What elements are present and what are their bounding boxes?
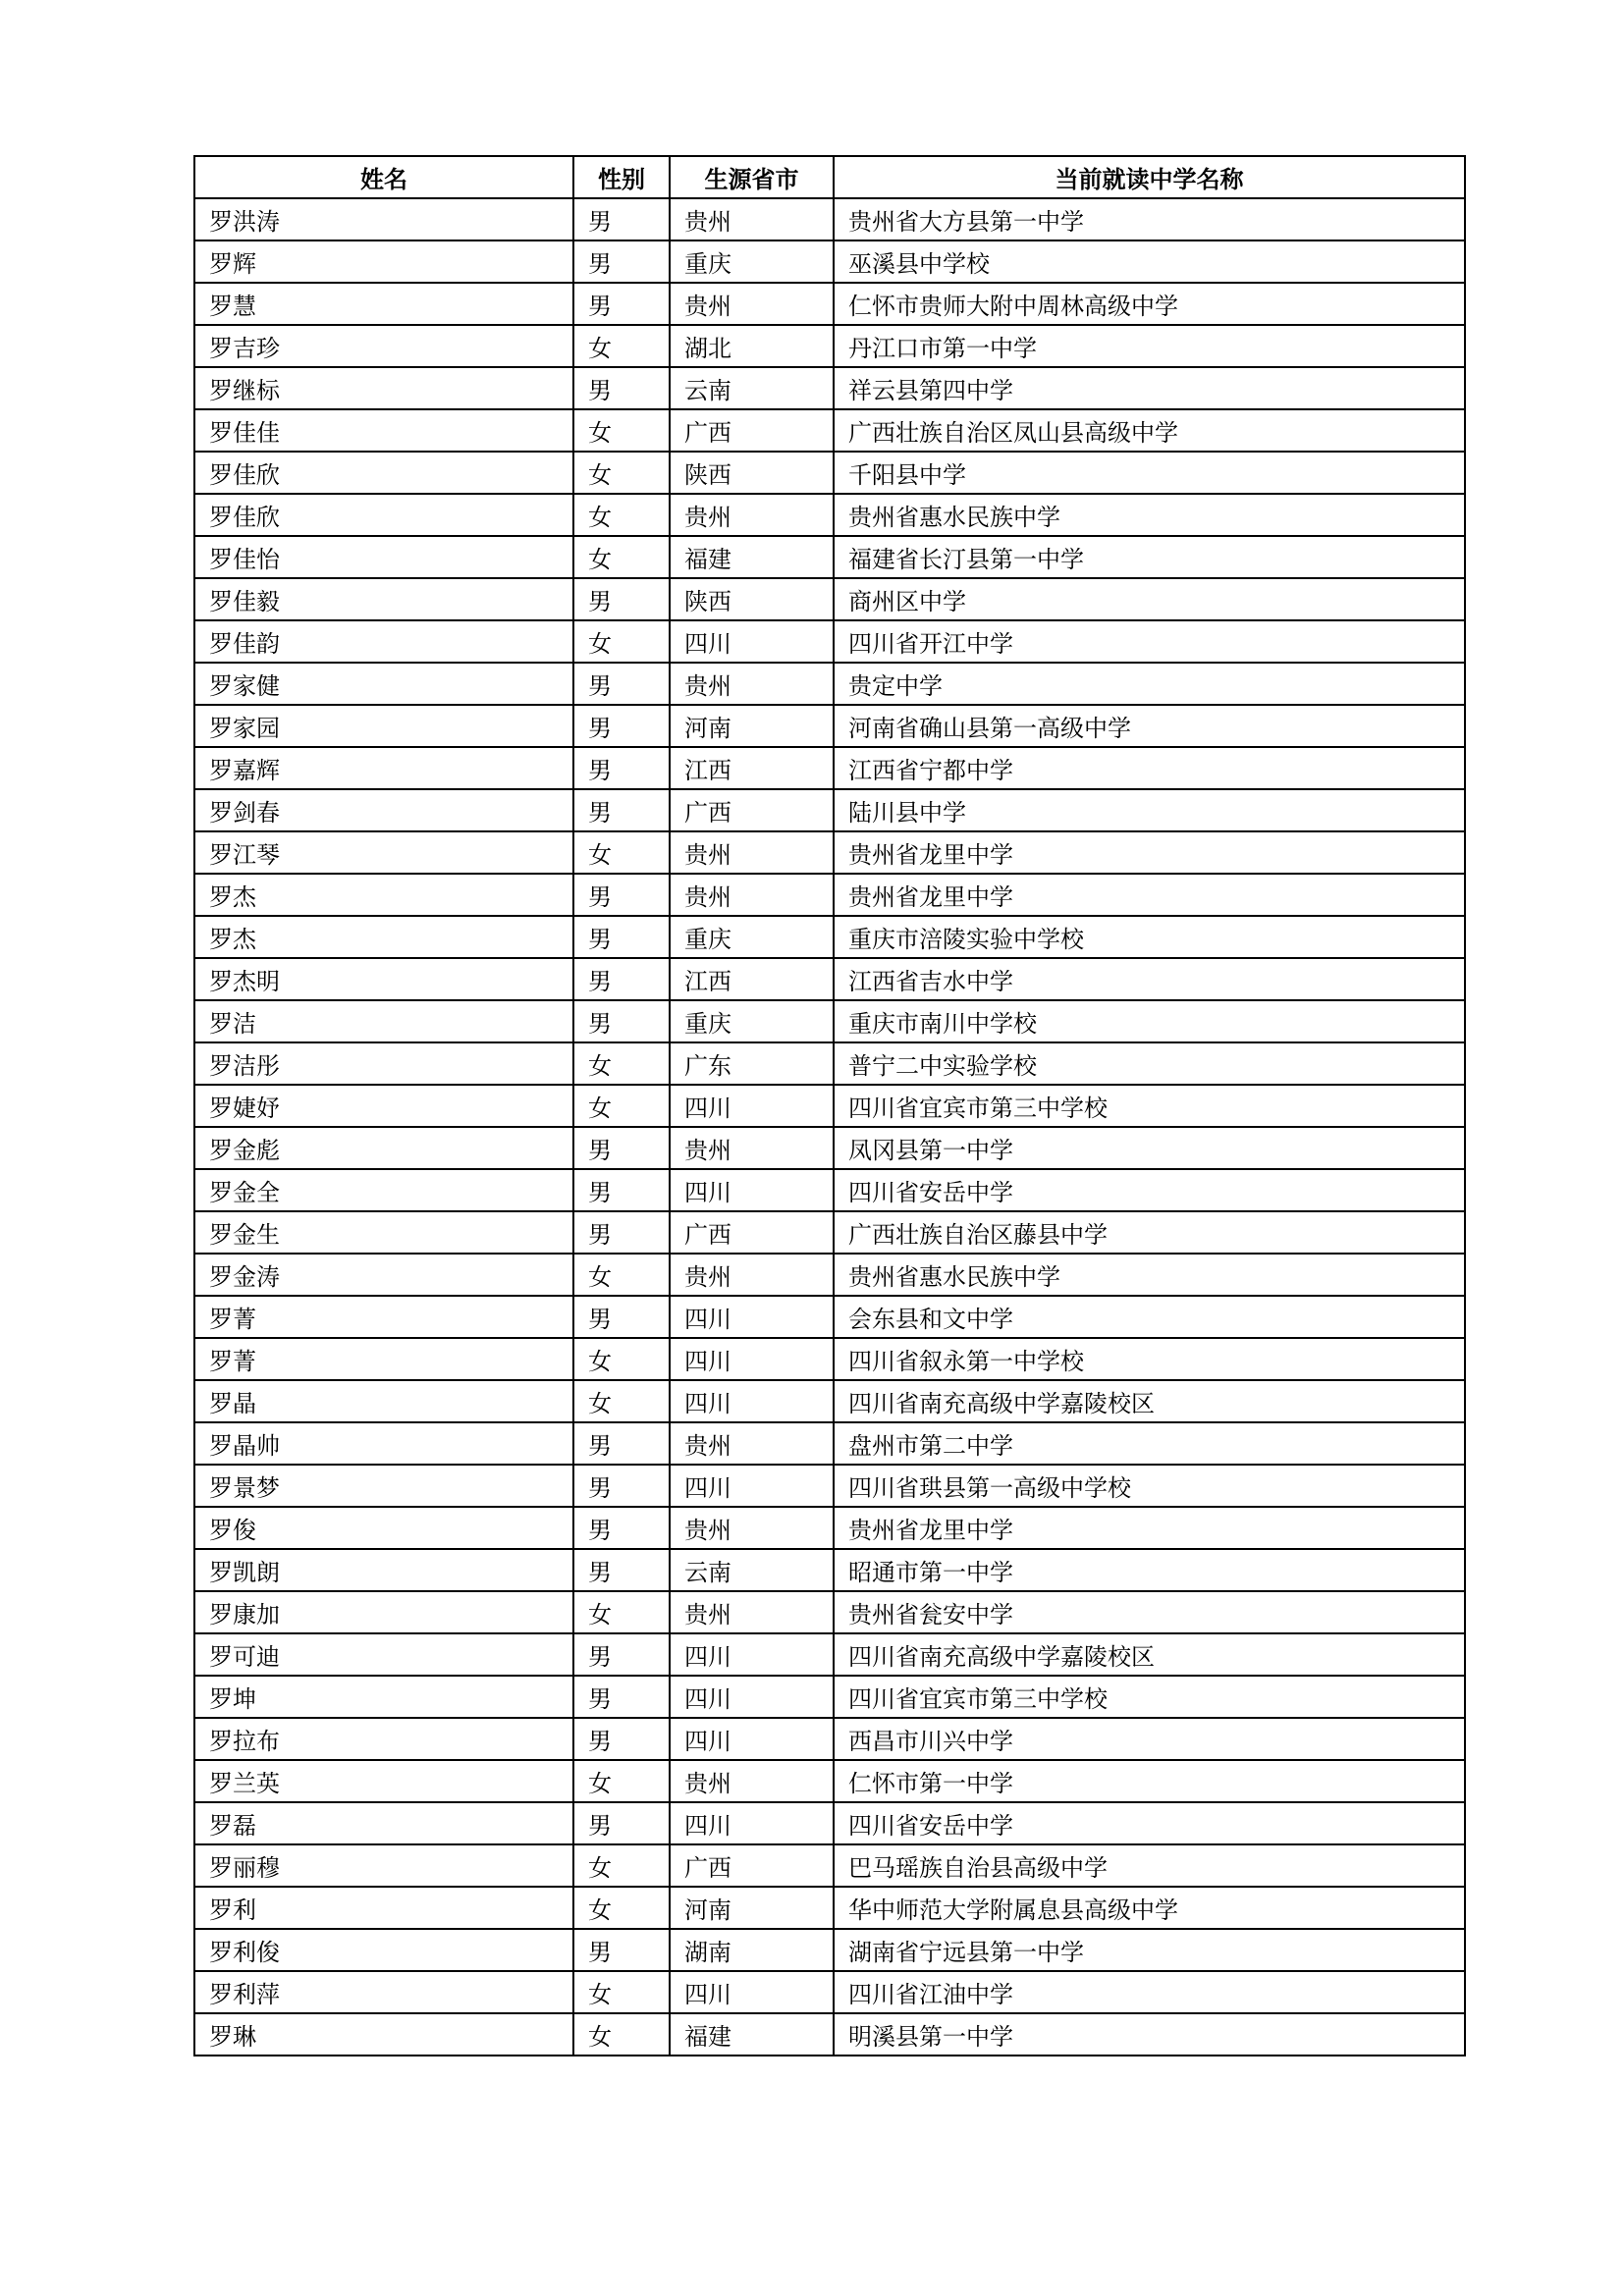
cell-school: 商州区中学 — [834, 578, 1465, 620]
table-row — [194, 1591, 1465, 1633]
cell-province: 福建 — [670, 536, 834, 578]
cell-gender: 男 — [573, 916, 670, 958]
cell-school: 四川省开江中学 — [834, 620, 1465, 663]
cell-name: 罗洁 — [194, 1000, 573, 1042]
header-gender: 性别 — [573, 156, 670, 198]
cell-gender: 男 — [573, 1633, 670, 1676]
cell-province: 贵州 — [670, 1422, 834, 1465]
cell-name: 罗晶 — [194, 1380, 573, 1422]
cell-name: 罗金全 — [194, 1169, 573, 1211]
table-row — [194, 240, 1465, 283]
cell-province: 贵州 — [670, 1760, 834, 1802]
table-row — [194, 1929, 1465, 1971]
cell-name: 罗家园 — [194, 705, 573, 747]
cell-school: 丹江口市第一中学 — [834, 325, 1465, 367]
cell-school: 四川省珙县第一高级中学校 — [834, 1465, 1465, 1507]
table-row — [194, 283, 1465, 325]
cell-gender: 女 — [573, 325, 670, 367]
cell-school: 四川省南充高级中学嘉陵校区 — [834, 1380, 1465, 1422]
cell-name: 罗康加 — [194, 1591, 573, 1633]
cell-school: 会东县和文中学 — [834, 1296, 1465, 1338]
cell-province: 广西 — [670, 789, 834, 831]
cell-gender: 女 — [573, 620, 670, 663]
cell-province: 四川 — [670, 1085, 834, 1127]
cell-province: 四川 — [670, 1633, 834, 1676]
cell-school: 昭通市第一中学 — [834, 1549, 1465, 1591]
table-row — [194, 1000, 1465, 1042]
table-row — [194, 1718, 1465, 1760]
cell-school: 贵定中学 — [834, 663, 1465, 705]
cell-name: 罗金生 — [194, 1211, 573, 1254]
table-row — [194, 789, 1465, 831]
cell-school: 福建省长汀县第一中学 — [834, 536, 1465, 578]
cell-name: 罗丽穆 — [194, 1844, 573, 1887]
cell-name: 罗俊 — [194, 1507, 573, 1549]
cell-school: 四川省宜宾市第三中学校 — [834, 1676, 1465, 1718]
cell-name: 罗可迪 — [194, 1633, 573, 1676]
table-row — [194, 663, 1465, 705]
cell-gender: 男 — [573, 283, 670, 325]
table-row — [194, 578, 1465, 620]
cell-gender: 男 — [573, 198, 670, 240]
cell-gender: 男 — [573, 240, 670, 283]
cell-name: 罗利萍 — [194, 1971, 573, 2013]
cell-name: 罗金彪 — [194, 1127, 573, 1169]
table-row — [194, 1549, 1465, 1591]
cell-province: 湖北 — [670, 325, 834, 367]
cell-gender: 女 — [573, 1591, 670, 1633]
cell-province: 贵州 — [670, 198, 834, 240]
cell-school: 河南省确山县第一高级中学 — [834, 705, 1465, 747]
cell-gender: 男 — [573, 705, 670, 747]
cell-name: 罗佳欣 — [194, 494, 573, 536]
table-row — [194, 367, 1465, 409]
cell-gender: 女 — [573, 452, 670, 494]
cell-name: 罗洁彤 — [194, 1042, 573, 1085]
cell-school: 华中师范大学附属息县高级中学 — [834, 1887, 1465, 1929]
header-name: 姓名 — [194, 156, 573, 198]
cell-name: 罗坤 — [194, 1676, 573, 1718]
cell-name: 罗佳毅 — [194, 578, 573, 620]
cell-name: 罗家健 — [194, 663, 573, 705]
cell-school: 江西省吉水中学 — [834, 958, 1465, 1000]
cell-school: 凤冈县第一中学 — [834, 1127, 1465, 1169]
cell-name: 罗江琴 — [194, 831, 573, 874]
cell-gender: 男 — [573, 578, 670, 620]
cell-gender: 男 — [573, 747, 670, 789]
cell-gender: 女 — [573, 831, 670, 874]
table-row — [194, 1042, 1465, 1085]
table-row — [194, 1676, 1465, 1718]
cell-gender: 男 — [573, 1422, 670, 1465]
cell-gender: 男 — [573, 1676, 670, 1718]
cell-gender: 男 — [573, 367, 670, 409]
cell-name: 罗佳佳 — [194, 409, 573, 452]
cell-name: 罗景梦 — [194, 1465, 573, 1507]
header-province: 生源省市 — [670, 156, 834, 198]
cell-school: 贵州省龙里中学 — [834, 831, 1465, 874]
cell-province: 贵州 — [670, 494, 834, 536]
cell-gender: 男 — [573, 1465, 670, 1507]
cell-gender: 男 — [573, 1169, 670, 1211]
cell-gender: 男 — [573, 663, 670, 705]
table-row — [194, 1802, 1465, 1844]
table-row — [194, 1380, 1465, 1422]
table-row — [194, 1422, 1465, 1465]
cell-province: 四川 — [670, 1676, 834, 1718]
table-row — [194, 1760, 1465, 1802]
table-row — [194, 1633, 1465, 1676]
table-row — [194, 916, 1465, 958]
table-row — [194, 1127, 1465, 1169]
cell-name: 罗继标 — [194, 367, 573, 409]
cell-school: 四川省叙永第一中学校 — [834, 1338, 1465, 1380]
cell-school: 普宁二中实验学校 — [834, 1042, 1465, 1085]
cell-gender: 女 — [573, 536, 670, 578]
cell-gender: 女 — [573, 1971, 670, 2013]
table-row — [194, 1971, 1465, 2013]
table-row — [194, 874, 1465, 916]
table-row — [194, 1169, 1465, 1211]
cell-province: 贵州 — [670, 1591, 834, 1633]
cell-school: 陆川县中学 — [834, 789, 1465, 831]
cell-name: 罗金涛 — [194, 1254, 573, 1296]
cell-gender: 女 — [573, 1254, 670, 1296]
cell-name: 罗杰 — [194, 916, 573, 958]
cell-province: 广东 — [670, 1042, 834, 1085]
cell-gender: 女 — [573, 1380, 670, 1422]
cell-school: 巫溪县中学校 — [834, 240, 1465, 283]
cell-province: 福建 — [670, 2013, 834, 2056]
cell-province: 云南 — [670, 367, 834, 409]
cell-gender: 女 — [573, 1844, 670, 1887]
cell-gender: 男 — [573, 1296, 670, 1338]
cell-province: 贵州 — [670, 283, 834, 325]
cell-gender: 男 — [573, 1211, 670, 1254]
cell-name: 罗菁 — [194, 1338, 573, 1380]
cell-school: 巴马瑶族自治县高级中学 — [834, 1844, 1465, 1887]
cell-province: 广西 — [670, 1844, 834, 1887]
cell-province: 江西 — [670, 747, 834, 789]
table-row — [194, 1254, 1465, 1296]
cell-name: 罗杰明 — [194, 958, 573, 1000]
cell-school: 祥云县第四中学 — [834, 367, 1465, 409]
cell-province: 四川 — [670, 1802, 834, 1844]
table-row — [194, 536, 1465, 578]
cell-name: 罗琳 — [194, 2013, 573, 2056]
table-row — [194, 831, 1465, 874]
cell-name: 罗佳韵 — [194, 620, 573, 663]
cell-province: 陕西 — [670, 578, 834, 620]
cell-province: 湖南 — [670, 1929, 834, 1971]
table-row — [194, 452, 1465, 494]
cell-gender: 女 — [573, 1760, 670, 1802]
cell-gender: 男 — [573, 874, 670, 916]
cell-school: 四川省南充高级中学嘉陵校区 — [834, 1633, 1465, 1676]
cell-province: 四川 — [670, 1169, 834, 1211]
cell-school: 贵州省惠水民族中学 — [834, 494, 1465, 536]
cell-gender: 男 — [573, 1929, 670, 1971]
cell-school: 江西省宁都中学 — [834, 747, 1465, 789]
cell-name: 罗凯朗 — [194, 1549, 573, 1591]
table-row — [194, 705, 1465, 747]
cell-gender: 男 — [573, 1507, 670, 1549]
cell-school: 贵州省瓮安中学 — [834, 1591, 1465, 1633]
cell-name: 罗晶帅 — [194, 1422, 573, 1465]
cell-school: 盘州市第二中学 — [834, 1422, 1465, 1465]
cell-name: 罗嘉辉 — [194, 747, 573, 789]
cell-name: 罗佳欣 — [194, 452, 573, 494]
cell-school: 四川省安岳中学 — [834, 1802, 1465, 1844]
cell-province: 四川 — [670, 1718, 834, 1760]
cell-school: 贵州省大方县第一中学 — [834, 198, 1465, 240]
cell-name: 罗洪涛 — [194, 198, 573, 240]
cell-school: 贵州省惠水民族中学 — [834, 1254, 1465, 1296]
table-row — [194, 325, 1465, 367]
cell-province: 贵州 — [670, 1127, 834, 1169]
cell-gender: 女 — [573, 494, 670, 536]
table-row — [194, 1085, 1465, 1127]
table-row — [194, 1507, 1465, 1549]
cell-school: 仁怀市贵师大附中周林高级中学 — [834, 283, 1465, 325]
student-table — [193, 155, 1466, 2056]
cell-name: 罗吉珍 — [194, 325, 573, 367]
cell-name: 罗利俊 — [194, 1929, 573, 1971]
cell-province: 河南 — [670, 705, 834, 747]
cell-gender: 男 — [573, 1802, 670, 1844]
cell-school: 贵州省龙里中学 — [834, 874, 1465, 916]
cell-province: 贵州 — [670, 1254, 834, 1296]
cell-province: 广西 — [670, 409, 834, 452]
cell-province: 江西 — [670, 958, 834, 1000]
cell-province: 河南 — [670, 1887, 834, 1929]
cell-school: 贵州省龙里中学 — [834, 1507, 1465, 1549]
cell-gender: 女 — [573, 1887, 670, 1929]
table-row — [194, 1844, 1465, 1887]
cell-name: 罗拉布 — [194, 1718, 573, 1760]
cell-gender: 女 — [573, 2013, 670, 2056]
table-row — [194, 620, 1465, 663]
cell-gender: 男 — [573, 958, 670, 1000]
cell-school: 西昌市川兴中学 — [834, 1718, 1465, 1760]
cell-province: 陕西 — [670, 452, 834, 494]
cell-province: 重庆 — [670, 1000, 834, 1042]
cell-school: 仁怀市第一中学 — [834, 1760, 1465, 1802]
table-row — [194, 2013, 1465, 2056]
cell-school: 广西壮族自治区藤县中学 — [834, 1211, 1465, 1254]
table-row — [194, 747, 1465, 789]
cell-province: 重庆 — [670, 240, 834, 283]
cell-name: 罗婕妤 — [194, 1085, 573, 1127]
cell-province: 四川 — [670, 1465, 834, 1507]
cell-school: 重庆市南川中学校 — [834, 1000, 1465, 1042]
cell-name: 罗杰 — [194, 874, 573, 916]
cell-name: 罗辉 — [194, 240, 573, 283]
cell-name: 罗兰英 — [194, 1760, 573, 1802]
cell-province: 四川 — [670, 1380, 834, 1422]
cell-gender: 男 — [573, 1718, 670, 1760]
cell-gender: 男 — [573, 1127, 670, 1169]
cell-gender: 女 — [573, 409, 670, 452]
cell-province: 贵州 — [670, 874, 834, 916]
cell-school: 广西壮族自治区凤山县高级中学 — [834, 409, 1465, 452]
cell-gender: 男 — [573, 1549, 670, 1591]
cell-province: 重庆 — [670, 916, 834, 958]
table-row — [194, 198, 1465, 240]
table-row — [194, 1296, 1465, 1338]
table-row — [194, 958, 1465, 1000]
cell-province: 云南 — [670, 1549, 834, 1591]
cell-school: 明溪县第一中学 — [834, 2013, 1465, 2056]
header-school: 当前就读中学名称 — [834, 156, 1465, 198]
table-row — [194, 1338, 1465, 1380]
cell-school: 重庆市涪陵实验中学校 — [834, 916, 1465, 958]
cell-school: 千阳县中学 — [834, 452, 1465, 494]
cell-name: 罗慧 — [194, 283, 573, 325]
cell-school: 四川省宜宾市第三中学校 — [834, 1085, 1465, 1127]
table-row — [194, 1465, 1465, 1507]
cell-gender: 女 — [573, 1338, 670, 1380]
cell-name: 罗剑春 — [194, 789, 573, 831]
cell-province: 贵州 — [670, 831, 834, 874]
header-row — [194, 156, 1465, 198]
cell-province: 四川 — [670, 1338, 834, 1380]
cell-name: 罗菁 — [194, 1296, 573, 1338]
cell-province: 广西 — [670, 1211, 834, 1254]
cell-gender: 男 — [573, 789, 670, 831]
table-row — [194, 494, 1465, 536]
cell-school: 四川省安岳中学 — [834, 1169, 1465, 1211]
cell-province: 贵州 — [670, 1507, 834, 1549]
cell-school: 湖南省宁远县第一中学 — [834, 1929, 1465, 1971]
cell-school: 四川省江油中学 — [834, 1971, 1465, 2013]
table-row — [194, 409, 1465, 452]
cell-name: 罗佳怡 — [194, 536, 573, 578]
cell-gender: 女 — [573, 1042, 670, 1085]
cell-gender: 男 — [573, 1000, 670, 1042]
cell-name: 罗利 — [194, 1887, 573, 1929]
cell-province: 四川 — [670, 1296, 834, 1338]
cell-province: 四川 — [670, 620, 834, 663]
cell-province: 贵州 — [670, 663, 834, 705]
cell-gender: 女 — [573, 1085, 670, 1127]
cell-province: 四川 — [670, 1971, 834, 2013]
table-row — [194, 1887, 1465, 1929]
cell-name: 罗磊 — [194, 1802, 573, 1844]
table-row — [194, 1211, 1465, 1254]
